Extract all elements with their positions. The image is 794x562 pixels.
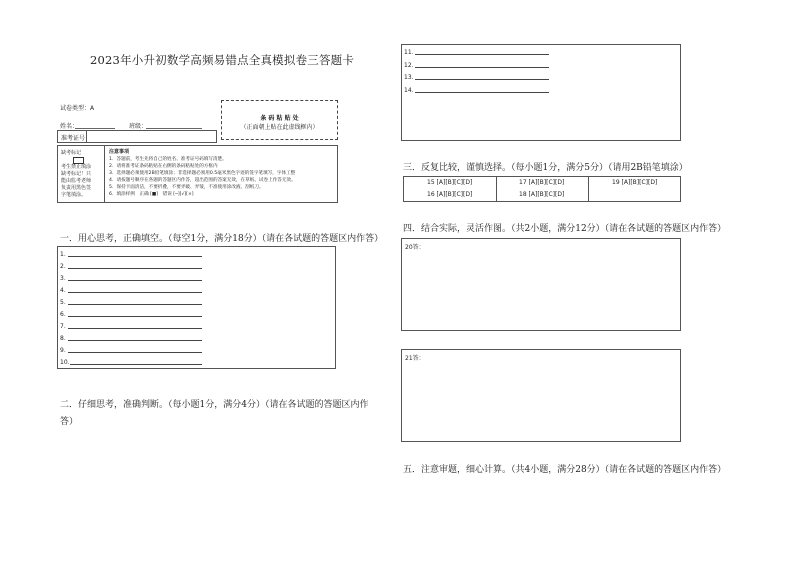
choice-q15[interactable]: 15 [A][B][C][D] (427, 179, 473, 186)
divider (86, 131, 87, 142)
q21-label: 21答： (405, 355, 425, 362)
fill-line-7[interactable]: 7． (60, 321, 70, 330)
divider (588, 177, 589, 201)
class-field[interactable] (146, 128, 202, 129)
notes-line: 6．填涂样例 正确 [■] 错误 [─][√][×] (109, 192, 194, 197)
fill-line-6[interactable]: 6． (60, 309, 70, 318)
absent-mark-panel (58, 146, 105, 202)
choice-q19[interactable]: 19 [A][B][C][D] (612, 179, 658, 186)
barcode-hint: （正面朝上贴在此虚线框内） (240, 124, 319, 131)
barcode-label: 条 码 粘 贴 处 (260, 115, 299, 122)
barcode-area (221, 100, 338, 140)
notes-line: 5．保持卡面清洁，不要折叠，不要弄破、弄皱，不准使用涂改液、刮纸刀。 (109, 185, 264, 190)
absent-line: 负责用黑色签 (61, 185, 92, 191)
absent-line: 能由监考老师 (61, 178, 92, 184)
q21-answer-area[interactable] (401, 349, 681, 442)
exam-number-label: 准考证号 (61, 135, 86, 142)
absent-line: 缺考标记！只 (61, 171, 92, 177)
fill-line-10[interactable]: 10． (60, 357, 74, 366)
section4-heading: 四．结合实际，灵活作图。（共2小题，满分12分）（请在各试题的答题区内作答） (403, 224, 727, 234)
absent-checkbox[interactable] (73, 157, 84, 164)
fill-line-13[interactable]: 13． (404, 72, 418, 81)
fill-line-3[interactable]: 3． (60, 273, 70, 282)
name-field[interactable] (75, 128, 115, 129)
choice-q17[interactable]: 17 [A][B][C][D] (519, 179, 565, 186)
class-label: 班级： (129, 123, 148, 130)
notes-line: 4．请按题号顺序在各题的答题区内作答，超出范围的答案无效，在草纸、试卷上作答无效。 (109, 178, 296, 183)
section1-answer-area[interactable] (57, 246, 336, 369)
exam-number-box[interactable] (57, 130, 217, 143)
fill-line-12[interactable]: 12． (404, 60, 418, 69)
section2-heading: 二．仔细思考，准确判断。（每小题1分，满分4分）（请在各试题的答题区内作 (60, 400, 369, 410)
fill-line-5[interactable]: 5． (60, 297, 70, 306)
fill-line-4[interactable]: 4． (60, 285, 70, 294)
notes-line: 3．选择题必须使用2B铅笔填涂；非选择题必须用0.5毫米黑色字迹的签字笔填写，字体工整 (109, 171, 296, 176)
fill-line-8[interactable]: 8． (60, 333, 70, 342)
divider (496, 177, 497, 201)
absent-text (61, 164, 91, 199)
choice-q16[interactable]: 16 [A][B][C][D] (427, 191, 473, 198)
fill-line-9[interactable]: 9． (60, 345, 70, 354)
fill-line-1[interactable]: 1． (60, 249, 70, 258)
fill-line-2[interactable]: 2． (60, 261, 70, 270)
fill-line-14[interactable]: 14． (404, 85, 418, 94)
section3-heading: 三．反复比较，谨慎选择。（每小题1分，满分5分）（请用2B铅笔填涂） (403, 163, 688, 173)
paper-type: 试卷类型：A (60, 105, 95, 112)
fill-line-11[interactable]: 11． (404, 47, 418, 56)
notes-line: 1．答题前，考生先将自己的姓名、准考证号码填写清楚。 (109, 157, 227, 162)
q20-label: 20答： (405, 244, 425, 251)
name-label: 姓名： (60, 123, 79, 130)
section5-heading: 五．注意审题，细心计算。（共4小题，满分28分）（请在各试题的答题区内作答） (403, 465, 727, 475)
notes-title: 注意事项 (109, 149, 130, 155)
notes-line: 2．请将准考证条码粘贴在右侧的条码粘贴处的方框内 (109, 164, 218, 169)
section1-heading: 一．用心思考，正确填空。（每空1分，满分18分）（请在各试题的答题区内作答） (60, 234, 384, 244)
absent-line: 字笔填涂。 (61, 192, 87, 198)
instructions-box (57, 145, 338, 203)
notes-panel (109, 149, 296, 198)
absent-title: 缺考标记 (61, 150, 82, 156)
section2-heading-cont: 答） (60, 417, 79, 427)
q20-answer-area[interactable] (401, 238, 681, 331)
choice-q18[interactable]: 18 [A][B][C][D] (519, 191, 565, 198)
absent-line: 考生禁止填涂 (61, 164, 92, 170)
page-title: 2023年小升初数学高频易错点全真模拟卷三答题卡 (90, 53, 355, 67)
